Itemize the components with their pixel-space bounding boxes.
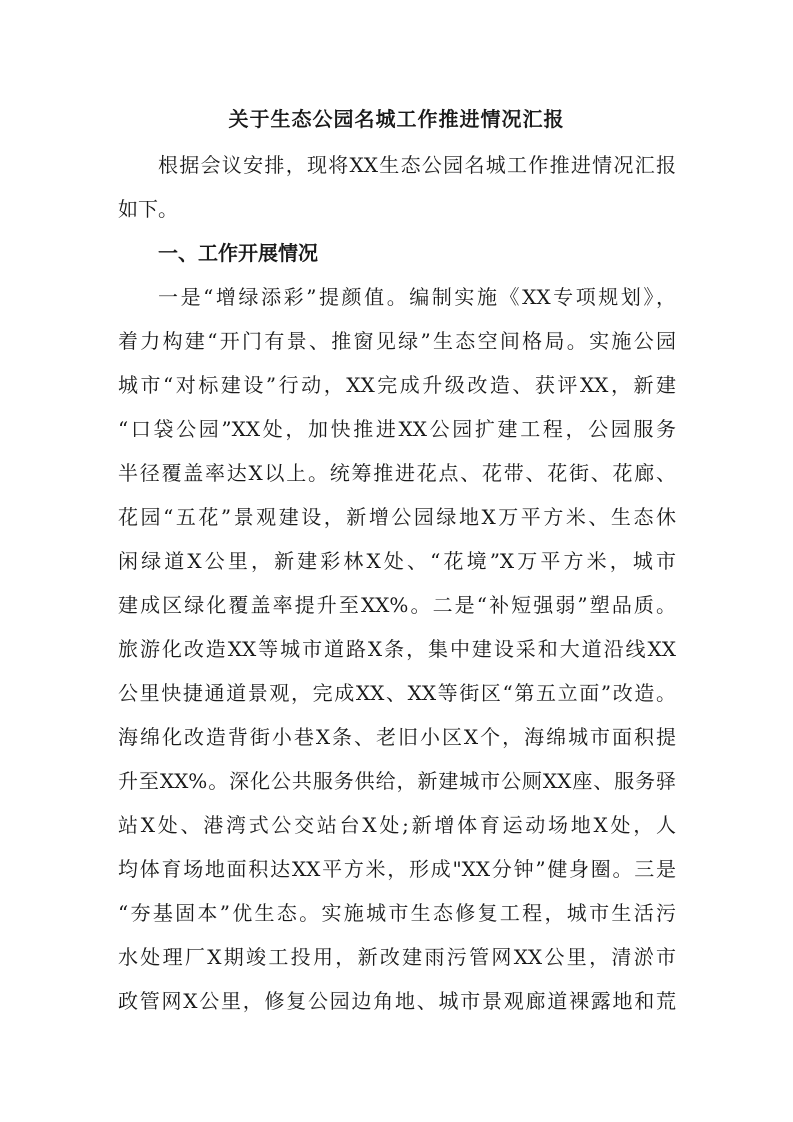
body-line: 水处理厂X期竣工投用，新改建雨污管网XX公里，清淤市 [118,945,676,969]
body-line: “夯基固本”优生态。实施城市生态修复工程，城市生活污 [118,901,676,925]
body-line: 着力构建“开门有景、推窗见绿”生态空间格局。实施公园 [118,329,676,353]
body-line: “口袋公园”XX处，加快推进XX公园扩建工程，公园服务 [118,417,676,441]
intro-line: 如下。 [118,197,178,221]
body-line: 城市“对标建设”行动，XX完成升级改造、获评XX，新建 [118,373,676,397]
body-line: 政管网X公里，修复公园边角地、城市景观廊道裸露地和荒 [118,989,676,1013]
body-line: 花园“五花”景观建设，新增公园绿地X万平方米、生态休 [118,505,676,529]
body-line: 均体育场地面积达XX平方米，形成"XX分钟”健身圈。三是 [118,857,676,881]
body-line: 站X处、港湾式公交站台X处;新增体育运动场地X处，人 [118,813,676,837]
body-line: 海绵化改造背街小巷X条、老旧小区X个，海绵城市面积提 [118,725,676,749]
body-line: 建成区绿化覆盖率提升至XX%。二是“补短强弱”塑品质。 [118,593,676,617]
body-line: 闲绿道X公里，新建彩林X处、“花境”X万平方米，城市 [118,549,676,573]
intro-line: 根据会议安排，现将XX生态公园名城工作推进情况汇报 [158,153,676,177]
document-title: 关于生态公园名城工作推进情况汇报 [228,107,565,131]
body-line: 旅游化改造XX等城市道路X条，集中建设采和大道沿线XX [118,637,676,661]
body-line: 半径覆盖率达X以上。统筹推进花点、花带、花街、花廊、 [118,461,676,485]
body-line: 公里快捷通道景观，完成XX、XX等街区“第五立面”改造。 [118,681,676,705]
section-heading: 一、工作开展情况 [158,241,318,265]
body-line: 升至XX%。深化公共服务供给，新建城市公厕XX座、服务驿 [118,769,676,793]
body-line: 一是“增绿添彩”提颜值。编制实施《XX专项规划》， [158,285,676,309]
